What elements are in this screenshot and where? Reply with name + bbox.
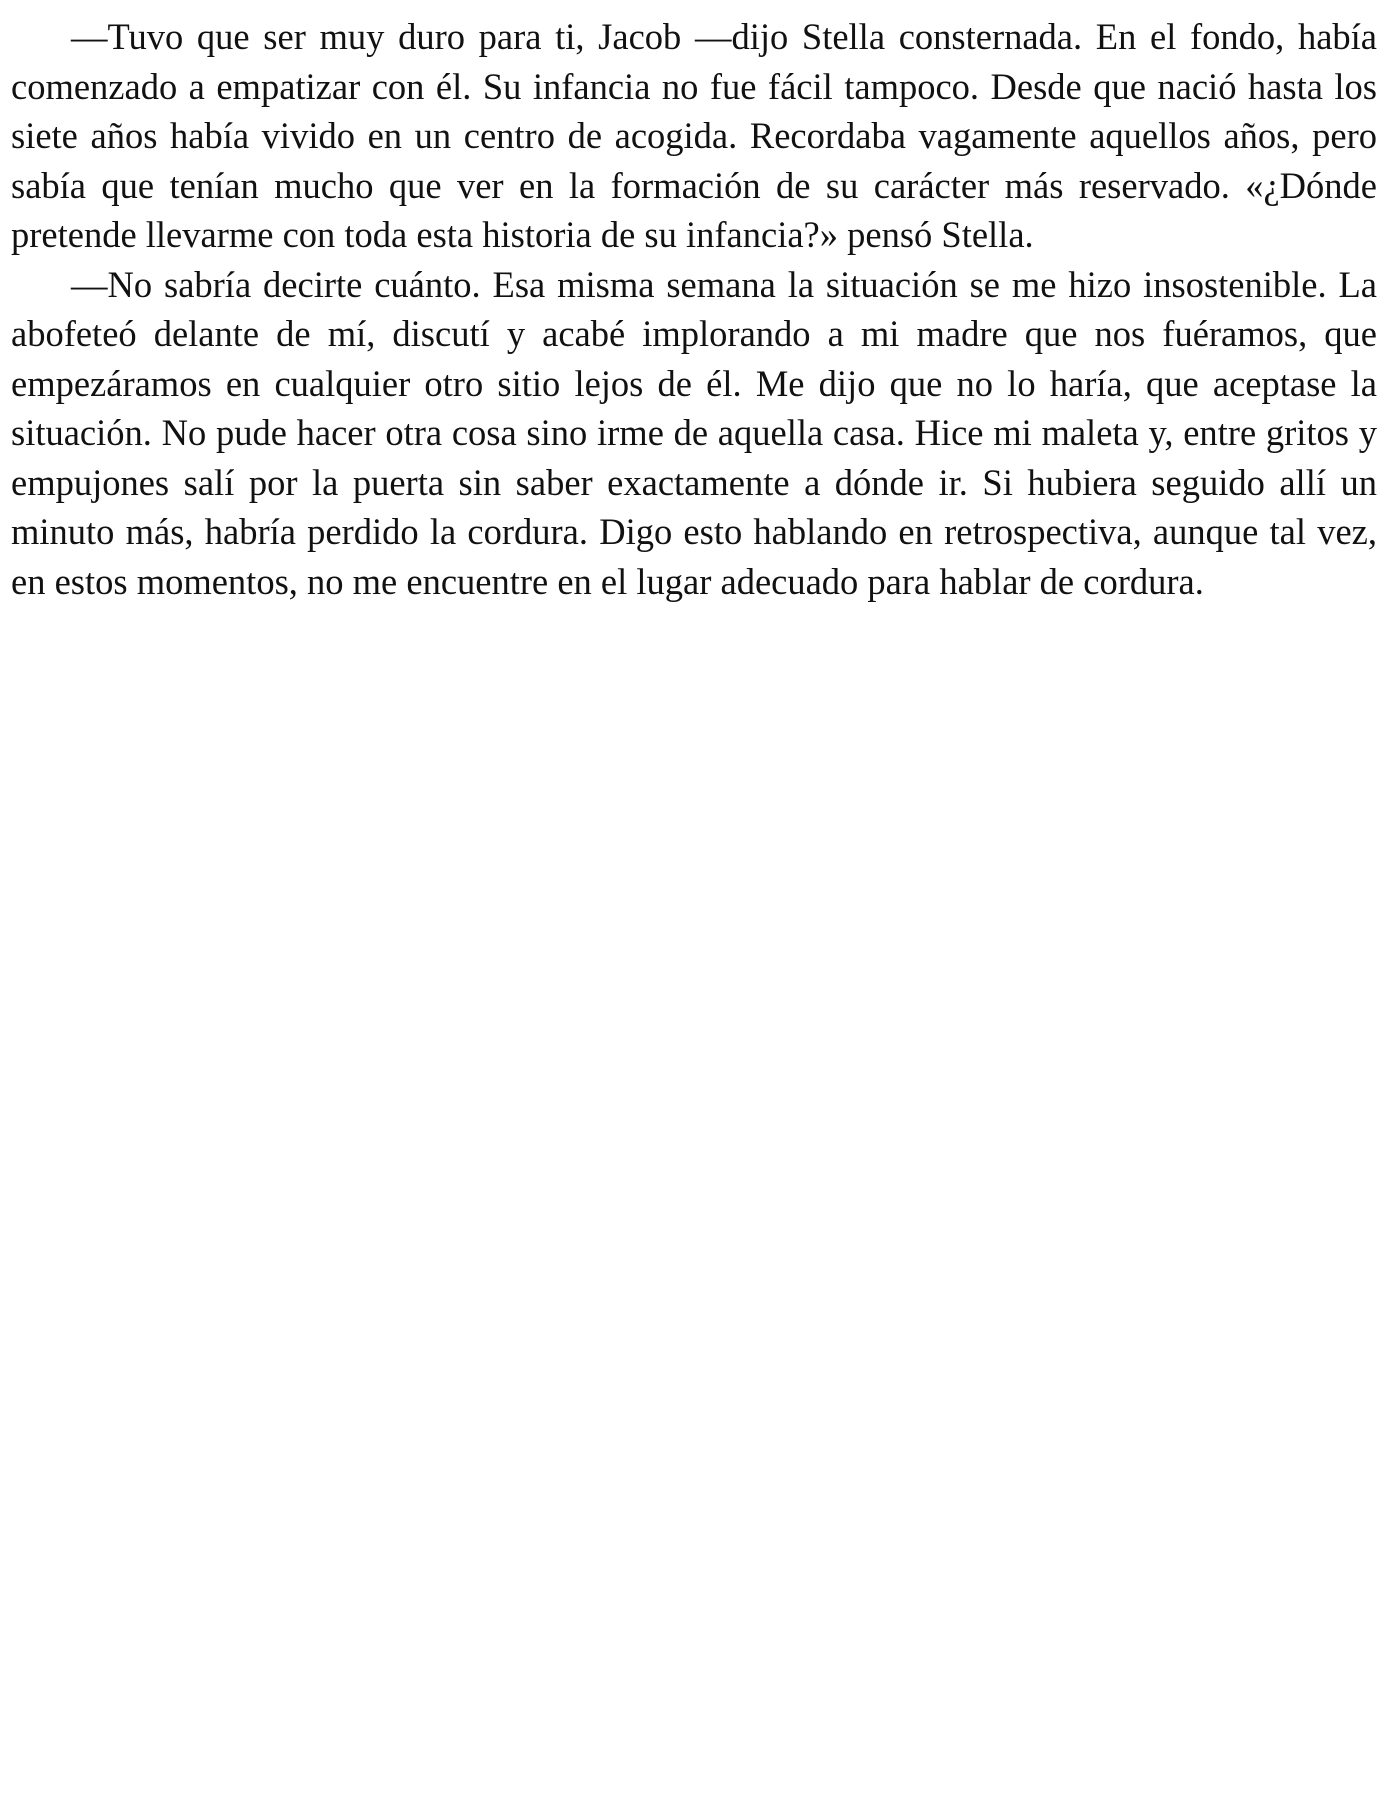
paragraph-stella-reflection: —Tuvo que ser muy duro para ti, Jacob —dijo Stella consternada. En el fondo, había comenzado a empatizar con él. Su infancia no fue fácil tampoco. Desde que nació hasta los siete años había vivido en un centro de acogida. Recordaba vagamente aquellos años, pero sabía que tenían mucho que ver en la formación de su carácter más reservado. «¿Dónde pretende llevarme con toda esta historia de su infancia?» pensó Stella. xyxy=(11,16,1377,255)
document-page xyxy=(11,12,1377,606)
paragraph-jacob-story: —No sabría decirte cuánto. Esa misma semana la situación se me hizo insostenible. La abofeteó delante de mí, discutí y acabé implorando a mi madre que nos fuéramos, que empezáramos en cualquier otro sitio lejos de él. Me dijo que no lo haría, que aceptase la situación. No pude hacer otra cosa sino irme de aquella casa. Hice mi maleta y, entre gritos y empujones salí por la puerta sin saber exactamente a dónde ir. Si hubiera seguido allí un minuto más, habría perdido la cordura. Digo esto hablando en retrospectiva, aunque tal vez, en estos momentos, no me encuentre en el lugar adecuado para hablar de cordura. xyxy=(11,263,1377,602)
